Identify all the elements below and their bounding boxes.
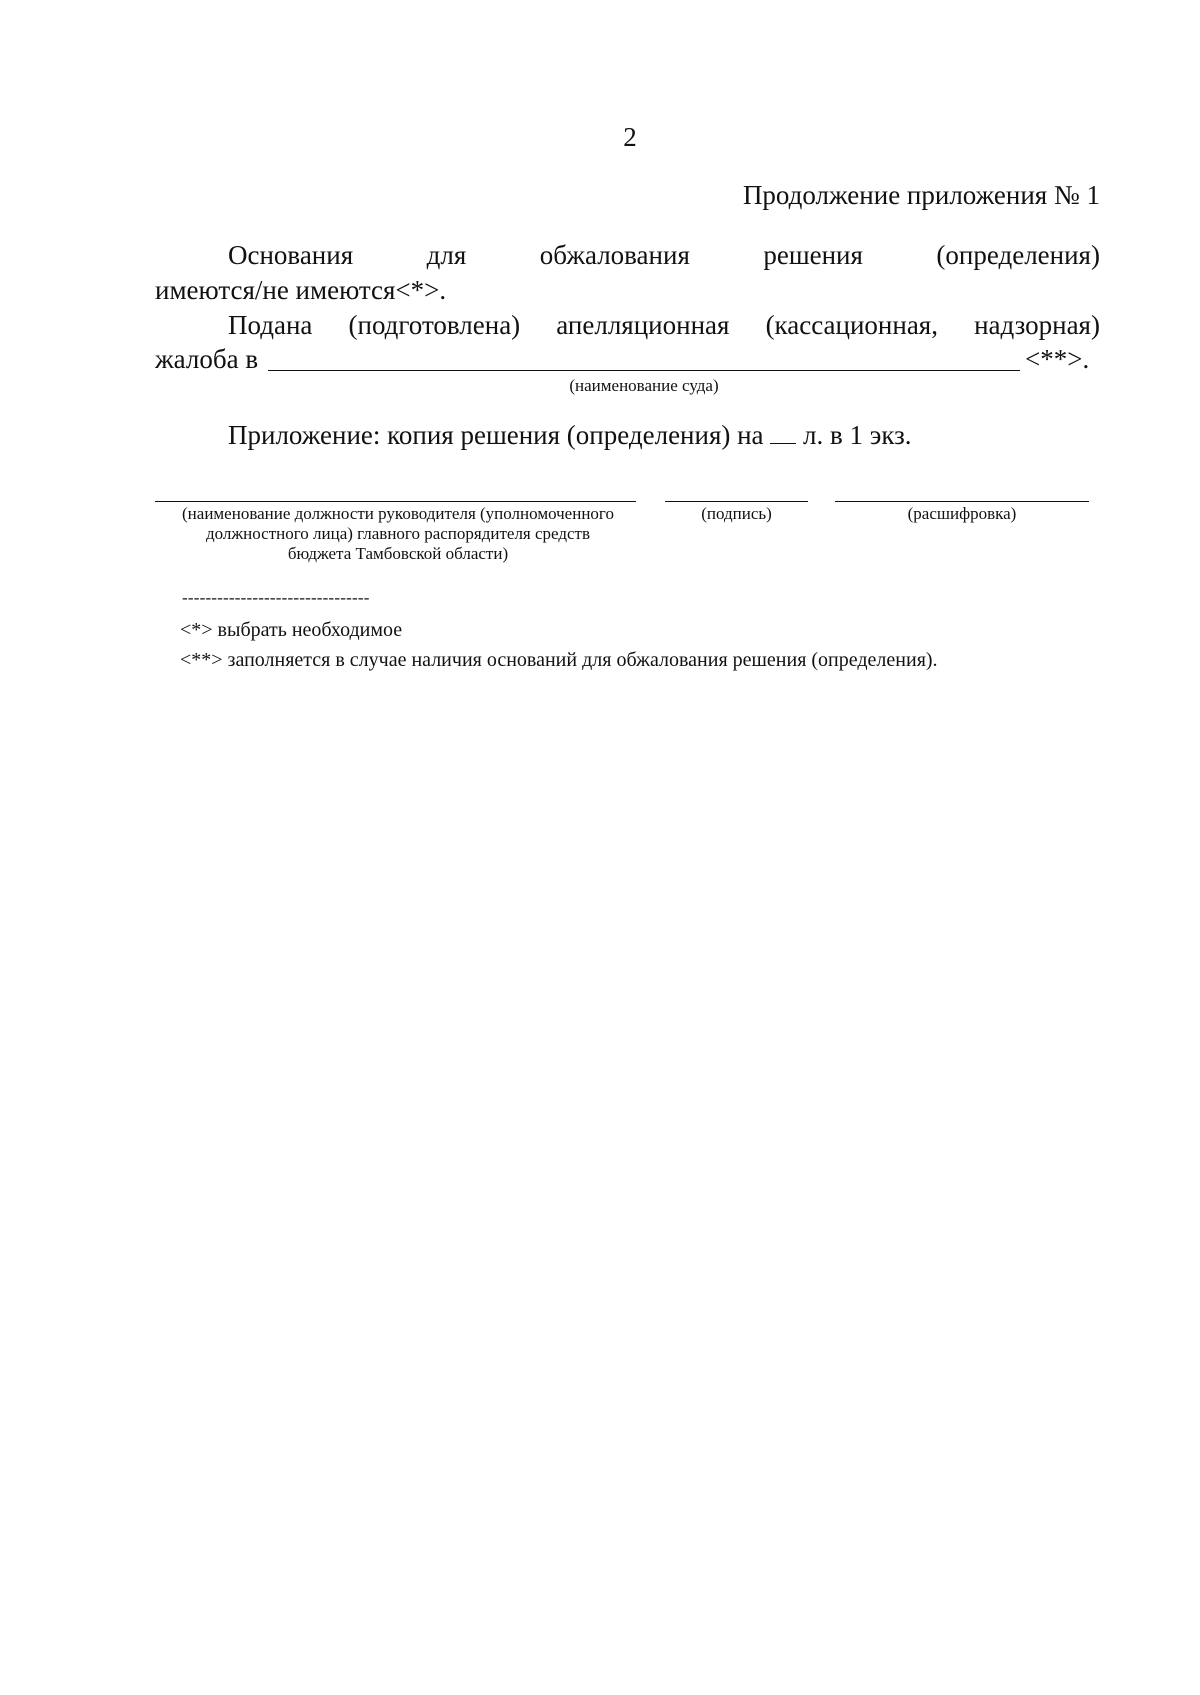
appeal-word: Подана <box>228 310 313 340</box>
attachment-prefix: Приложение: копия решения (определения) на <box>228 420 764 450</box>
appeal-paragraph-line1 <box>228 310 1100 341</box>
signature-field[interactable] <box>665 501 808 502</box>
grounds-paragraph-line1 <box>228 240 1100 271</box>
grounds-word: Основания <box>228 240 354 270</box>
decoding-caption: (расшифровка) <box>907 504 1017 523</box>
attachment-line <box>228 420 912 451</box>
position-field[interactable] <box>155 501 636 502</box>
footnote-1: <*> выбрать необходимое <box>180 619 403 641</box>
signature-caption: (подпись) <box>701 504 772 523</box>
footnote-mark-2: <**>. <box>1025 344 1090 374</box>
grounds-word: (определения) <box>936 240 1100 270</box>
grounds-word: решения <box>763 240 863 270</box>
appeal-word: (подготовлена) <box>348 310 521 340</box>
decoding-field[interactable] <box>835 501 1089 502</box>
court-name-caption: (наименование суда) <box>569 376 719 395</box>
attachment-suffix: л. в 1 экз. <box>803 420 912 450</box>
page-number: 2 <box>623 122 637 152</box>
grounds-paragraph-line2: имеются/не имеются<*>. <box>155 275 447 305</box>
footnote-2: <**> заполняется в случае наличия оснований для обжалования решения (определения). <box>180 649 938 671</box>
court-name-field[interactable] <box>268 370 1020 371</box>
appeal-word: апелляционная <box>556 310 730 340</box>
grounds-word: обжалования <box>539 240 690 270</box>
sheet-count-field[interactable] <box>770 425 796 444</box>
footnote-separator: -------------------------------- <box>182 588 370 607</box>
continuation-title: Продолжение приложения № 1 <box>742 180 1100 210</box>
position-caption: (наименование должности руководителя (уполномоченного должностного лица) главного распорядителя средств бюджета Тамбовской области) <box>182 504 614 563</box>
appeal-word: (кассационная, <box>765 310 938 340</box>
complaint-to-label: жалоба в <box>155 344 259 374</box>
grounds-word: для <box>426 240 467 270</box>
appeal-word: надзорная) <box>974 310 1100 340</box>
